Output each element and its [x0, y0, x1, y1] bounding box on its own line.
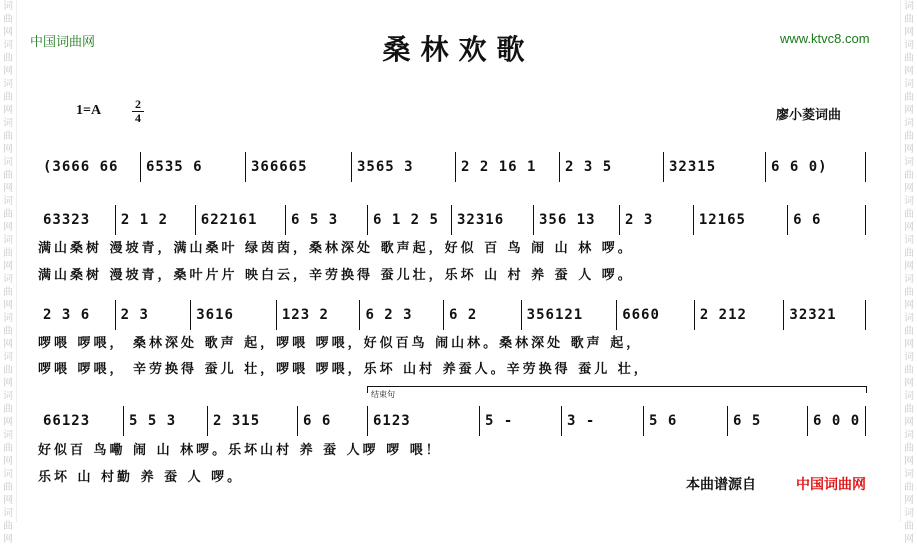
ending-label: 结束句 — [371, 390, 395, 399]
measure: 32321 — [789, 307, 837, 323]
song-title: 桑林欢歌 — [382, 33, 535, 66]
measure: 6123 — [373, 413, 411, 429]
measure: 32315 — [669, 159, 717, 175]
time-signature — [132, 98, 144, 125]
site-url-right: www.ktvc8.com — [780, 31, 870, 46]
lyric-line-3: 啰喂 啰喂， 桑林深处 歌声 起，啰喂 啰喂，好似百鸟 闹山林。桑林深处 歌声 起， — [38, 336, 643, 351]
bar-line — [865, 205, 866, 235]
source-site: 中国词曲网 — [796, 477, 866, 493]
measure: 356 13 — [538, 212, 596, 228]
measure: 3565 3 — [357, 159, 414, 175]
bar-line — [865, 406, 866, 436]
measure: 366665 — [251, 159, 308, 175]
measure: 5 6 — [649, 413, 678, 429]
measure: 6660 — [622, 307, 660, 323]
measure: 2 3 — [120, 307, 149, 323]
site-name-left: 中国词曲网 — [30, 35, 96, 50]
lyric-line-1: 满山桑树 漫坡青，满山桑叶 绿茵茵，桑林深处 歌声起，好似 百 鸟 闹 山 林 啰。 — [38, 241, 634, 256]
lyric-line-4: 啰喂 啰喂， 辛劳换得 蚕儿 壮，啰喂 啰喂，乐坏 山村 养蚕人。辛劳换得 蚕儿 壮， — [38, 362, 650, 377]
right-watermark-strip: 词曲网词曲网词曲网词曲网词曲网词曲网词曲网词曲网词曲网词曲网词曲网词曲网词曲网词曲网 — [900, 0, 917, 522]
score-line-1 — [38, 152, 866, 182]
measure: 2 2 16 1 — [461, 159, 537, 175]
measure: 2 3 6 — [43, 307, 91, 323]
meter-bottom: 4 — [135, 111, 141, 125]
bar-line — [865, 300, 866, 330]
measure: 3616 — [196, 307, 234, 323]
measure: 356121 — [526, 307, 584, 323]
measure: 6 6 0) — [771, 159, 828, 175]
measure: 6 5 3 — [290, 212, 339, 228]
lyric-line-6: 乐坏 山 村勤 养 蚕 人 啰。 — [38, 470, 244, 485]
lyric-line-2: 满山桑树 漫坡青，桑叶片片 映白云，辛劳换得 蚕儿壮，乐坏 山 村 养 蚕 人 啰。 — [38, 268, 634, 283]
measure: 5 5 3 — [129, 413, 177, 429]
measure: 3 - — [567, 413, 596, 429]
score-line-2 — [38, 205, 866, 235]
measure: 622161 — [200, 212, 258, 228]
bar-line — [865, 152, 866, 182]
measure: 2 3 5 — [565, 159, 613, 175]
measure: 2 212 — [699, 307, 747, 323]
score-line-3 — [38, 300, 866, 330]
meter-top: 2 — [135, 97, 141, 111]
measure: 12165 — [698, 212, 746, 228]
source-label: 本曲谱源自 — [686, 477, 756, 493]
measure: 2 3 — [625, 212, 654, 228]
measure: 5 - — [485, 413, 514, 429]
key-signature: 1=A — [76, 103, 102, 118]
measure: 2 1 2 — [120, 212, 169, 228]
measure: 6535 6 — [146, 159, 203, 175]
measure: (3666 66 — [43, 159, 119, 175]
measure: 66123 — [43, 413, 91, 429]
measure: 6 0 0 — [813, 413, 861, 429]
left-watermark-strip: 词曲网词曲网词曲网词曲网词曲网词曲网词曲网词曲网词曲网词曲网词曲网词曲网词曲网词曲网 — [0, 0, 17, 522]
measure: 32316 — [457, 212, 505, 228]
ending-bracket — [367, 386, 867, 393]
measure: 6 6 — [793, 212, 822, 228]
measure: 6 6 — [303, 413, 332, 429]
measure: 6 2 3 — [365, 307, 413, 323]
measure: 123 2 — [281, 307, 329, 323]
measure: 6 1 2 5 — [372, 212, 439, 228]
score-line-4 — [38, 406, 866, 436]
lyric-line-5: 好似百 鸟嘞 闹 山 林啰。乐坏山村 养 蚕 人啰 啰 喂！ — [38, 443, 442, 458]
lyricist-composer-credit: 廖小菱词曲 — [776, 108, 842, 123]
measure: 2 315 — [213, 413, 261, 429]
measure: 63323 — [43, 212, 91, 228]
measure: 6 2 — [449, 307, 478, 323]
measure: 6 5 — [733, 413, 762, 429]
